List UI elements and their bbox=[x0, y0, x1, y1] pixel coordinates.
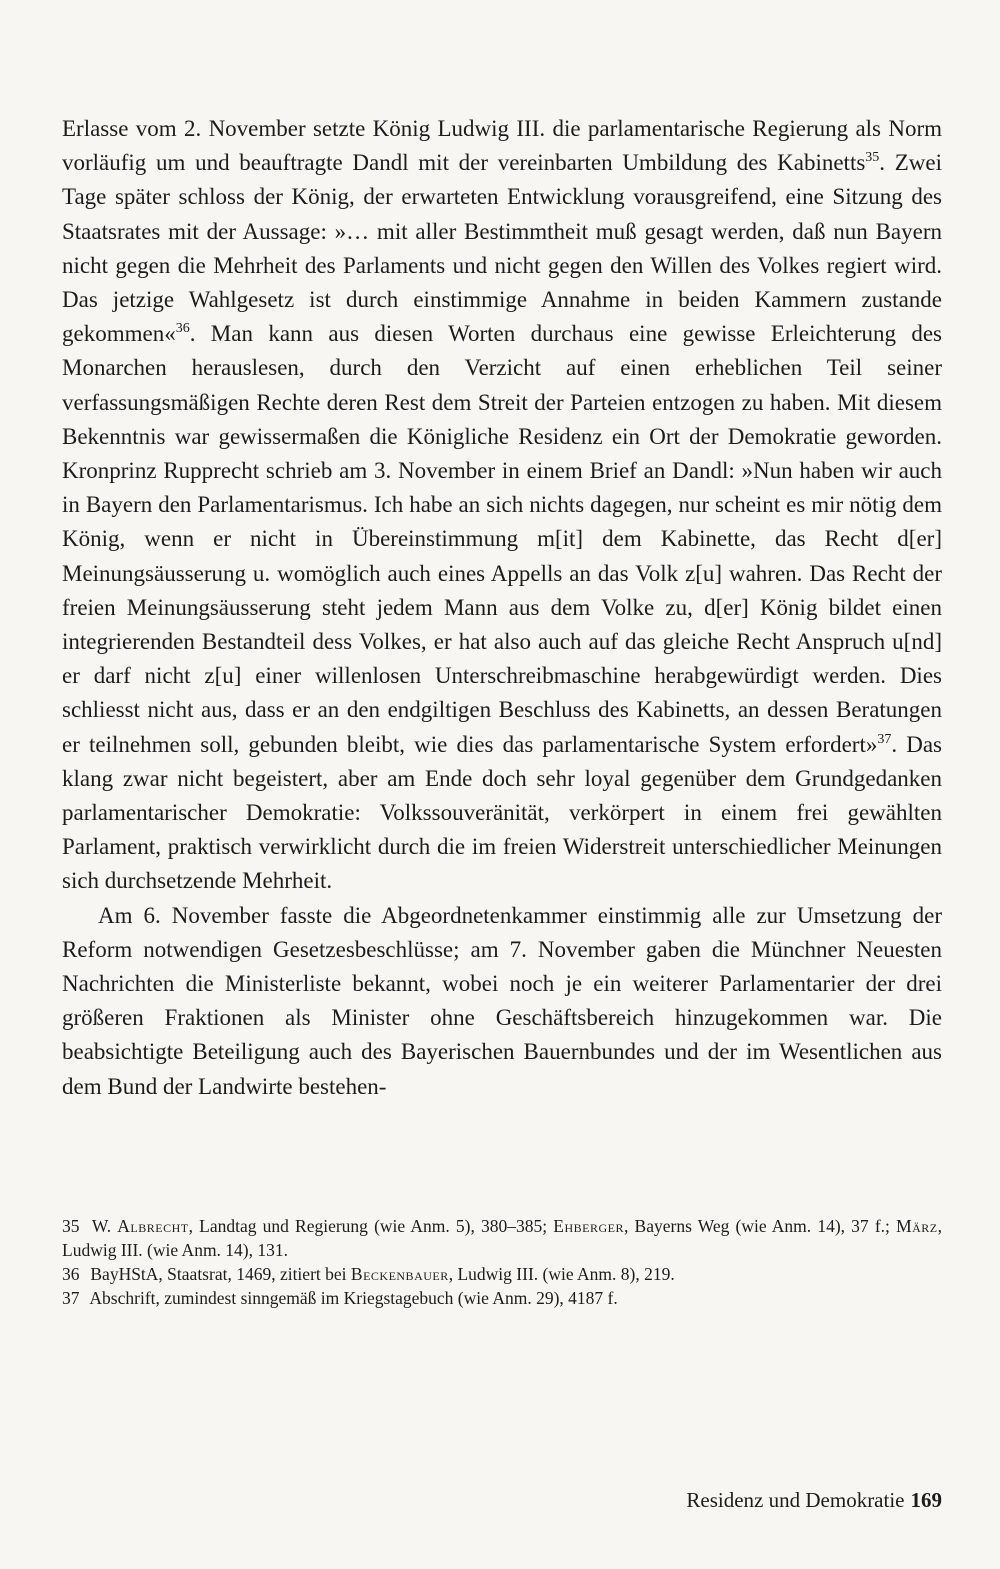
footnote-number: 37 bbox=[62, 1288, 80, 1308]
footnote-35 bbox=[62, 1214, 942, 1262]
text-run: , Landtag und Regierung (wie Anm. 5), 380–385; bbox=[188, 1216, 554, 1236]
text-run: , Ludwig III. (wie Anm. 8), 219. bbox=[448, 1264, 675, 1284]
paragraph-1 bbox=[62, 112, 942, 899]
text-run: . Man kann aus diesen Worten durchaus eine gewisse Erleichterung des Monarchen herauslesen, durch den Verzicht auf einen erheblichen Teil seiner verfassungsmäßigen Rechte deren Rest dem Streit der Parteien entzogen zu haben. Mit diesem Bekenntnis war gewissermaßen die Königliche Residenz ein Ort der Demokratie geworden. Kronprinz Rupprecht schrieb am 3. November in einem Brief an Dandl: »Nun haben wir auch in Bayern den Parlamentarismus. Ich habe an sich nichts dagegen, nur scheint es mir nötig dem König, wenn er nicht in Übereinstimmung m[it] dem Kabinette, das Recht d[er] Meinungsäusserung u. womöglich auch eines Appells an das Volk z[u] wahren. Das Recht der freien Meinungsäusserung steht jedem Mann aus dem Volke zu, d[er] König bildet einen integrierenden Bestandteil dess Volkes, er hat also auch auf das gleiche Recht Anspruch u[nd] er darf nicht z[u] einer willenlosen Unterschreibmaschine herabgewürdigt werden. Dies schliesst nicht aus, dass er an den endgiltigen Beschluss des Kabinetts, an dessen Beratungen er teilnehmen soll, gebunden bleibt, wie dies das parlamentarische System erfordert» bbox=[62, 321, 942, 757]
text-run: , Bayerns Weg (wie Anm. 14), 37 f.; bbox=[624, 1216, 897, 1236]
footnote-ref-36: 36 bbox=[175, 321, 190, 337]
footnote-36 bbox=[62, 1262, 942, 1286]
author-name: Ehberger bbox=[553, 1216, 624, 1236]
footnote-number: 36 bbox=[62, 1264, 80, 1284]
footnote-number: 35 bbox=[62, 1216, 80, 1236]
author-name: Albrecht bbox=[117, 1216, 189, 1236]
text-run: , Ludwig III. (wie Anm. 14), 131. bbox=[62, 1216, 942, 1260]
text-run: BayHStA, Staatsrat, 1469, zitiert bei bbox=[90, 1264, 351, 1284]
page-number: 169 bbox=[910, 1488, 942, 1512]
author-name: März bbox=[896, 1216, 938, 1236]
footnotes bbox=[62, 1214, 942, 1310]
author-name: Beckenbauer bbox=[350, 1264, 449, 1284]
text-run: W. bbox=[91, 1216, 118, 1236]
text-run: . Das klang zwar nicht begeistert, aber am Ende doch sehr loyal gegenüber dem Grundgedanken parlamentarischer Demokratie: Volkssouveränität, verkörpert in einem frei gewählten Parlament, praktisch verwirklicht durch die im freien Widerstreit unterschiedlicher Meinungen sich durchsetzende Mehrheit. bbox=[62, 731, 942, 894]
paragraph-2: Am 6. November fasste die Abgeordnetenkammer einstimmig alle zur Umsetzung der Reform notwendigen Gesetzesbeschlüsse; am 7. November gaben die Münchner Neuesten Nachrichten die Ministerliste bekannt, wobei noch je ein weiterer Parlamentarier der drei größeren Fraktionen als Minister ohne Geschäftsbereich hinzugekommen war. Die beabsichtigte Beteiligung auch des Bayerischen Bauernbundes und der im Wesentlichen aus dem Bund der Landwirte bestehen- bbox=[62, 902, 942, 1099]
text-run: Abschrift, zumindest sinngemäß im Kriegstagebuch (wie Anm. 29), 4187 f. bbox=[89, 1288, 618, 1308]
main-text bbox=[62, 112, 942, 1104]
text-run: Erlasse vom 2. November setzte König Ludwig III. die parlamentarische Regierung als Norm vorläufig um und beauftragte Dandl mit der vereinbarten Umbildung des Kabinetts bbox=[62, 116, 942, 176]
running-title: Residenz und Demokratie bbox=[686, 1488, 905, 1512]
text-run: . Zwei Tage später schloss der König, der erwarteten Entwicklung vorausgreifend, eine Sitzung des Staatsrates mit der Aussage: »… mit aller Bestimmtheit muß gesagt werden, daß nun Bayern nicht gegen die Mehrheit des Parlaments und nicht gegen den Willen des Volkes regiert wird. Das jetzige Wahlgesetz ist durch einstimmige Annahme in beiden Kammern zustande gekommen« bbox=[62, 150, 942, 347]
footnote-37 bbox=[62, 1286, 942, 1310]
footnote-ref-37: 37 bbox=[877, 731, 892, 747]
footnote-ref-35: 35 bbox=[865, 150, 880, 166]
running-footer bbox=[686, 1488, 942, 1513]
